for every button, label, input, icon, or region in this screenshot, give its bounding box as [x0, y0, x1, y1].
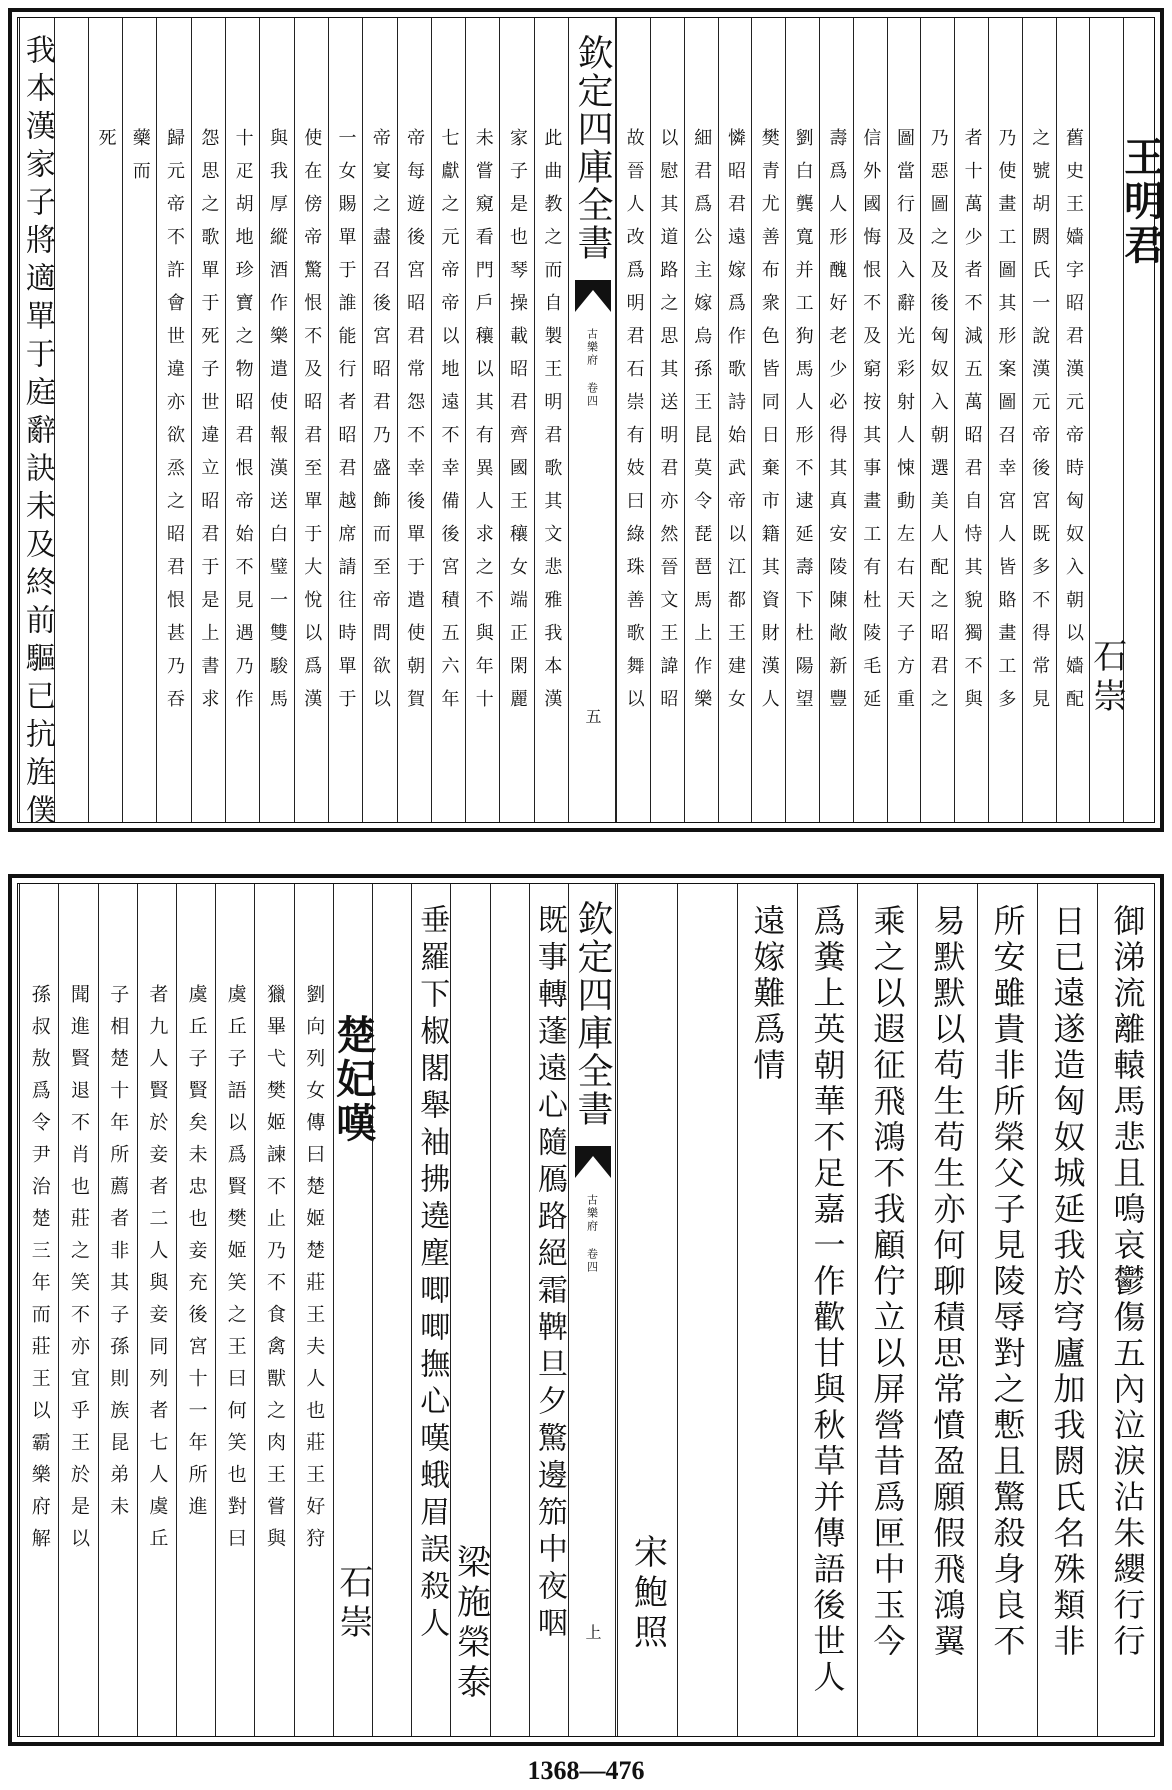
- text-column: [920, 18, 954, 822]
- text-column: [785, 18, 819, 822]
- text-column: [751, 18, 785, 822]
- text-column: [490, 884, 529, 1736]
- commentary-text: 者九人賢於妾者二人與妾同列者七人虞丘: [146, 984, 169, 1560]
- verse-text: 爲糞上英朝華不足嘉一作歡甘與秋草并傳語後世人: [808, 904, 847, 1696]
- text-column: [1022, 18, 1056, 822]
- text-column: [977, 884, 1037, 1736]
- verse-text: 日已遠遂造匈奴城延我於穹廬加我閼氏名殊類非: [1048, 904, 1087, 1660]
- bottom-page: [8, 874, 1164, 1746]
- commentary-text: 帝每遊後宮昭君常怨不幸後單于遣使朝賀: [404, 128, 426, 722]
- text-column: [328, 18, 362, 822]
- commentary-text: 七獻之元帝帝以地遠不幸備後宮積五六年: [438, 128, 460, 722]
- text-column: [259, 18, 293, 822]
- commentary-text: 虞丘子語以爲賢樊姬笑之王曰何笑也對曰: [224, 984, 247, 1560]
- commentary-text: 以慰其道路之思其送明君亦然晉文王諱昭: [657, 128, 679, 722]
- verse-text: 垂羅下椒閣舉袖拂遶塵唧唧撫心嘆蛾眉誤殺人: [414, 904, 450, 1644]
- commentary-text: 帝宴之盡召後宮昭君乃盛飾而至帝問欲以: [369, 128, 391, 722]
- text-column: [372, 884, 411, 1736]
- commentary-text: 獵畢弋樊姬諫不止乃不食禽獸之肉王嘗與: [263, 984, 286, 1560]
- text-column: [1086, 18, 1127, 822]
- poem-title: 楚妃嘆: [329, 1014, 377, 1146]
- text-column: [857, 884, 917, 1736]
- commentary-text: 藥而: [129, 128, 151, 194]
- poem-title: 王明君: [1117, 136, 1165, 268]
- text-column: [294, 18, 328, 822]
- center-band: [568, 884, 616, 1736]
- commentary-text: 虞丘子賢矣未忠也妾充後宮十一年所進: [185, 984, 208, 1528]
- folio-number: 上: [583, 1624, 602, 1651]
- fish-label: 古樂府 卷四: [585, 328, 599, 408]
- verse-text: 所安雖貴非所榮父子見陵辱對之慙且驚殺身良不: [988, 904, 1027, 1660]
- commentary-text: 之號胡閼氏一說漢元帝後宮既多不得常見: [1029, 128, 1051, 722]
- commentary-text: 壽爲人形醜好老少必得其真安陵陳敞新豐: [826, 128, 848, 722]
- text-column: [853, 18, 887, 822]
- text-column: [917, 884, 977, 1736]
- commentary-text: 細君爲公主嫁烏孫王昆莫令琵琶馬上作樂: [691, 128, 713, 722]
- text-column: [19, 884, 58, 1736]
- fish-label: 古樂府 卷四: [585, 1194, 599, 1274]
- text-column: [465, 18, 499, 822]
- commentary-text: 十疋胡地珍寶之物昭君恨帝始不見遇乃作: [232, 128, 254, 722]
- book-label: 欽定四庫全書: [572, 900, 613, 1128]
- author-name: 石崇: [1086, 638, 1127, 718]
- commentary-text: 家子是也琴操載昭君齊國王穰女端正閑麗: [507, 128, 529, 722]
- commentary-text: 圖當行及入辭光彩射人悚動左右天子方重: [893, 128, 915, 722]
- commentary-text: 乃使畫工圖其形案圖召幸宮人皆賂畫工多: [995, 128, 1017, 722]
- commentary-text: 此曲教之而自製王明君歌其文悲雅我本漢: [541, 128, 563, 722]
- commentary-text: 樊青尤善布衆色皆同日棄市籍其資財漢人: [758, 128, 780, 722]
- verse-text: 我本漢家子將適單于庭辭訣未及終前驅已抗旌僕: [19, 34, 55, 832]
- author-name: 石崇: [332, 1564, 373, 1644]
- text-column: [54, 18, 88, 822]
- verse-text: 既事轉蓬遠心隨鴈路絕霜鞞旦夕驚邊笳中夜咽: [531, 904, 567, 1644]
- commentary-text: 未嘗窺看門戶穰以其有異人求之不與年十: [472, 128, 494, 722]
- text-column: [225, 18, 259, 822]
- folio-number: 五: [583, 708, 602, 735]
- page-number: 1368—476: [527, 1756, 645, 1785]
- text-column: [215, 884, 254, 1736]
- text-column: [677, 884, 737, 1736]
- text-column: [191, 18, 225, 822]
- text-column: [718, 18, 752, 822]
- commentary-text: 孫叔敖爲令尹治楚三年而莊王以霸樂府解: [28, 984, 51, 1560]
- text-column: [616, 18, 650, 822]
- commentary-text: 舊史王嬙字昭君漢元帝時匈奴入朝以嬙配: [1062, 128, 1084, 722]
- commentary-text: 憐昭君遠嫁爲作歌詩始武帝以江都王建女: [724, 128, 746, 722]
- text-column: [329, 884, 377, 1736]
- text-column: [684, 18, 718, 822]
- commentary-text: 一女賜單于誰能行者昭君越席請往時單于: [335, 128, 357, 722]
- text-column: [156, 18, 190, 822]
- text-column: [988, 18, 1022, 822]
- commentary-text: 信外國悔恨不及窮按其事畫工有杜陵毛延: [860, 128, 882, 722]
- verse-text: 易默默以苟生苟生亦何聊積思常憤盈願假飛鴻翼: [928, 904, 967, 1660]
- commentary-text: 死: [95, 128, 117, 161]
- text-column: [534, 18, 568, 822]
- commentary-text: 與我厚縱酒作樂遣使報漢送白璧一雙駿馬: [266, 128, 288, 722]
- text-column: [254, 884, 293, 1736]
- book-label: 欽定四庫全書: [572, 34, 613, 262]
- author-name: 宋鮑照: [627, 1534, 668, 1654]
- fish-tail-mark: [575, 1146, 611, 1178]
- commentary-text: 故晉人改爲明君石崇有妓曰綠珠善歌舞以: [623, 128, 645, 722]
- text-column: [19, 18, 55, 832]
- text-column: [176, 884, 215, 1736]
- text-column: [450, 884, 489, 1736]
- commentary-text: 子相楚十年所薦者非其子孫則族昆弟未: [107, 984, 130, 1528]
- text-column: [617, 884, 677, 1736]
- text-column: [650, 18, 684, 822]
- commentary-text: 聞進賢退不肖也莊之笑不亦宜乎王於是以: [67, 984, 90, 1560]
- text-column: [362, 18, 396, 822]
- text-column: [137, 884, 176, 1736]
- text-column: [122, 18, 156, 822]
- author-name: 梁施榮泰: [450, 1544, 491, 1704]
- text-column: [88, 18, 122, 822]
- text-column: [797, 884, 857, 1736]
- text-column: [58, 884, 97, 1736]
- text-column: [499, 18, 533, 822]
- fish-tail-mark: [575, 280, 611, 312]
- text-column: [294, 884, 333, 1736]
- text-column: [1056, 18, 1090, 822]
- commentary-text: 劉向列女傳曰楚姬楚莊王夫人也莊王好狩: [303, 984, 326, 1560]
- commentary-text: 者十萬少者不減五萬昭君自恃其貌獨不與: [961, 128, 983, 722]
- text-column: [1117, 18, 1165, 822]
- bottom-page-frame: [17, 883, 1155, 1737]
- text-column: [431, 18, 465, 822]
- text-column: [819, 18, 853, 822]
- text-column: [737, 884, 797, 1736]
- text-column: [529, 884, 568, 1736]
- top-page-frame: [17, 17, 1165, 832]
- verse-text: 遠嫁難爲情: [748, 904, 787, 1084]
- verse-text: 乘之以遐征飛鴻不我顧佇立以屏營昔爲匣中玉今: [868, 904, 907, 1660]
- center-band: [568, 18, 616, 822]
- commentary-text: 怨思之歌單于死子世違立昭君于是上書求: [198, 128, 220, 722]
- text-column: [1097, 884, 1157, 1736]
- text-column: [397, 18, 431, 822]
- commentary-text: 劉白龔寬并工狗馬人形不逮延壽下杜陽望: [792, 128, 814, 722]
- top-page: [8, 8, 1164, 832]
- text-column: [411, 884, 450, 1736]
- text-column: [887, 18, 921, 822]
- text-column: [954, 18, 988, 822]
- verse-text: 御涕流離轅馬悲且鳴哀鬱傷五內泣淚沾朱纓行行: [1108, 904, 1147, 1660]
- text-column: [98, 884, 137, 1736]
- text-column: [1037, 884, 1097, 1736]
- commentary-text: 使在傍帝驚恨不及昭君至單于大悅以爲漢: [301, 128, 323, 722]
- commentary-text: 歸元帝不許會世違亦欲烝之昭君恨甚乃吞: [164, 128, 186, 722]
- commentary-text: 乃惡圖之及後匈奴入朝選美人配之昭君之: [927, 128, 949, 722]
